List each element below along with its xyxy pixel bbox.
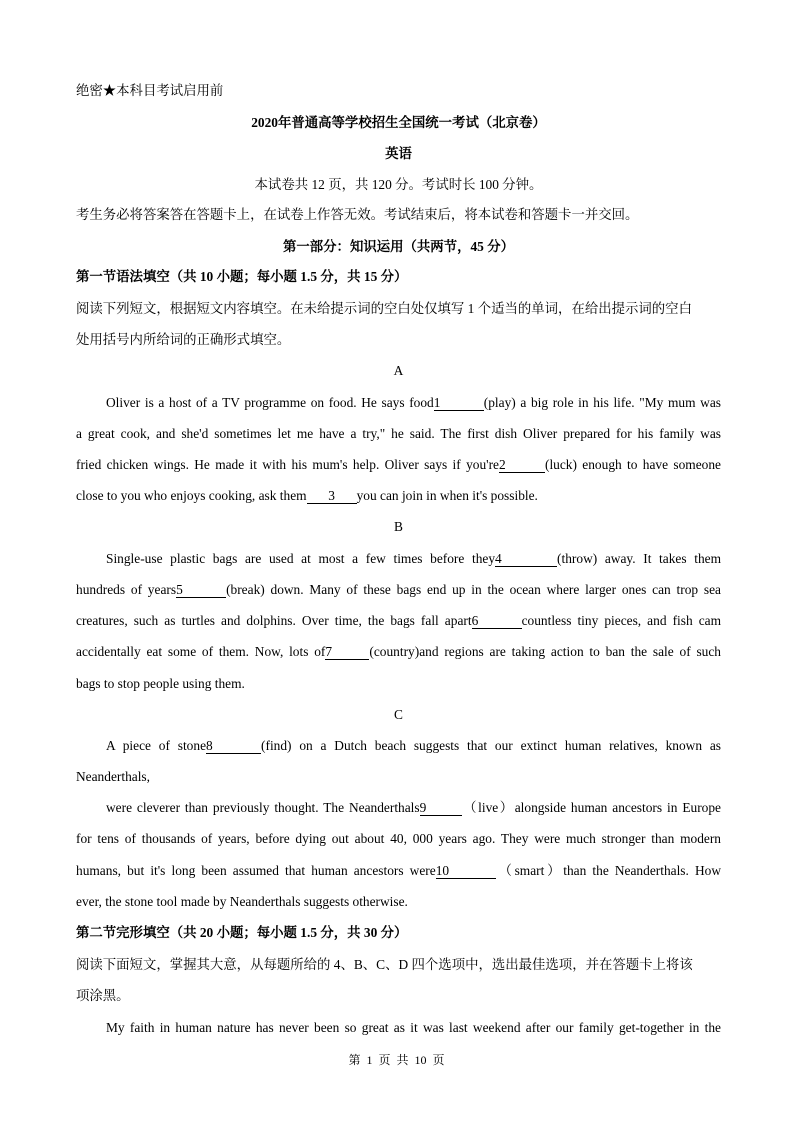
page-footer bbox=[0, 1052, 793, 1068]
exam-title: 2020年普通高等学校招生全国统一考试（北京卷） bbox=[251, 115, 546, 130]
passage-c-text: humans, but it's long been assumed that human ancestors were bbox=[76, 863, 436, 878]
section1-instruction-1: 阅读下列短文，根据短文内容填空。在未给提示词的空白处仅填写 1 个适当的单词，在给出提示词的空白 bbox=[76, 301, 692, 316]
part1-title: 第一部分：知识运用（共两节，45 分） bbox=[283, 239, 514, 254]
section1-instruction-2: 处用括号内所给词的正确形式填空。 bbox=[76, 332, 291, 347]
exam-info: 本试卷共 12 页，共 120 分。考试时长 100 分钟。 bbox=[254, 177, 543, 192]
passage-c-text: （smart）than the Neanderthals. How bbox=[495, 863, 721, 878]
passage-a-text: Oliver is a host of a TV programme on food. He says food bbox=[106, 395, 434, 410]
blank-2[interactable]: 2 bbox=[499, 458, 545, 473]
passage-a-text: fried chicken wings. He made it with his mum's help. Oliver says if you're bbox=[76, 457, 499, 472]
passage-b-label: B bbox=[394, 519, 403, 534]
blank-9[interactable]: 9 bbox=[420, 801, 462, 816]
cloze-line-1: My faith in human nature has never been so great as it was last weekend after our family get-together in the bbox=[106, 1020, 721, 1035]
blank-5[interactable]: 5 bbox=[176, 583, 226, 598]
passage-b-text: accidentally eat some of them. Now, lots of bbox=[76, 644, 326, 659]
passage-b-text: countless tiny pieces, and fish cam bbox=[521, 613, 721, 628]
subject-title: 英语 bbox=[385, 146, 412, 161]
passage-b-text: (break) down. Many of these bags end up in the ocean where larger ones can trop sea bbox=[226, 582, 721, 597]
passage-b-text: (country)and regions are taking action to ban the sale of such bbox=[369, 644, 721, 659]
blank-6[interactable]: 6 bbox=[472, 614, 522, 629]
passage-c-line-3 bbox=[76, 799, 721, 817]
passage-a-text: (play) a big role in his life. "My mum was bbox=[483, 395, 721, 410]
blank-7[interactable]: 7 bbox=[325, 645, 369, 660]
section2-title: 第二节完形填空（共 20 小题；每小题 1.5 分，共 30 分） bbox=[76, 925, 408, 940]
blank-8[interactable]: 8 bbox=[206, 739, 261, 754]
passage-c-label: C bbox=[394, 707, 403, 722]
page-total: 10 bbox=[414, 1053, 427, 1067]
passage-b-text: hundreds of years bbox=[76, 582, 177, 597]
blank-4[interactable]: 4 bbox=[495, 552, 557, 567]
passage-b-text: Single-use plastic bags are used at most a few times before they bbox=[106, 551, 496, 566]
confidential-label: 绝密★本科目考试启用前 bbox=[76, 83, 224, 98]
passage-c-line-6: ever, the stone tool made by Neanderthals suggests otherwise. bbox=[76, 894, 408, 909]
passage-a-text: close to you who enjoys cooking, ask them bbox=[76, 488, 307, 503]
page-number: 1 bbox=[366, 1053, 373, 1067]
blank-1[interactable]: 1 bbox=[434, 396, 484, 411]
passage-a-text: you can join in when it's possible. bbox=[356, 488, 538, 503]
passage-c-text: A piece of stone bbox=[106, 738, 207, 753]
blank-10[interactable]: 10 bbox=[436, 864, 496, 879]
passage-c-line-1 bbox=[76, 737, 721, 755]
passage-c-line-2: Neanderthals, bbox=[76, 769, 150, 784]
passage-a-label: A bbox=[393, 363, 404, 378]
passage-b-line-4 bbox=[76, 643, 721, 661]
section2-instruction-2: 项涂黑。 bbox=[76, 988, 130, 1003]
footer-ye: 页 bbox=[378, 1053, 391, 1067]
passage-b-line-3 bbox=[76, 612, 721, 630]
footer-ye: 页 bbox=[432, 1053, 445, 1067]
passage-b-line-1 bbox=[76, 550, 721, 568]
passage-a-text: (luck) enough to have someone bbox=[544, 457, 722, 472]
passage-a-line-1 bbox=[76, 394, 721, 412]
passage-b-text: creatures, such as turtles and dolphins. Over time, the bags fall apart bbox=[76, 613, 472, 628]
passage-c-line-4: for tens of thousands of years, before dying out about 40, 000 years ago. They were much stronger than modern bbox=[76, 831, 721, 846]
footer-gong: 共 bbox=[396, 1053, 409, 1067]
passage-c-line-5 bbox=[76, 862, 721, 880]
passage-c-text: were cleverer than previously thought. The Neanderthals bbox=[106, 800, 420, 815]
passage-a-line-4 bbox=[76, 487, 721, 505]
exam-notice: 考生务必将答案答在答题卡上，在试卷上作答无效。考试结束后，将本试卷和答题卡一并交回。 bbox=[76, 207, 639, 222]
blank-3[interactable]: 3 bbox=[307, 489, 357, 504]
passage-c-text: （live）alongside human ancestors in Europe bbox=[461, 800, 721, 815]
section1-title: 第一节语法填空（共 10 小题；每小题 1.5 分，共 15 分） bbox=[76, 269, 408, 284]
footer-di: 第 bbox=[348, 1053, 361, 1067]
passage-c-text: (find) on a Dutch beach suggests that our extinct human relatives, known as bbox=[261, 738, 722, 753]
passage-a-line-3 bbox=[76, 456, 721, 474]
passage-b-text: (throw) away. It takes them bbox=[557, 551, 721, 566]
passage-a-line-2: a great cook, and she'd sometimes let me have a try," he said. The first dish Oliver prepared for his family was bbox=[76, 426, 721, 441]
section2-instruction-1: 阅读下面短文，掌握其大意，从每题所给的 4、B、C、D 四个选项中，选出最佳选项，并在答题卡上将该 bbox=[76, 957, 693, 972]
passage-b-line-2 bbox=[76, 581, 721, 599]
passage-b-line-5: bags to stop people using them. bbox=[76, 676, 245, 691]
